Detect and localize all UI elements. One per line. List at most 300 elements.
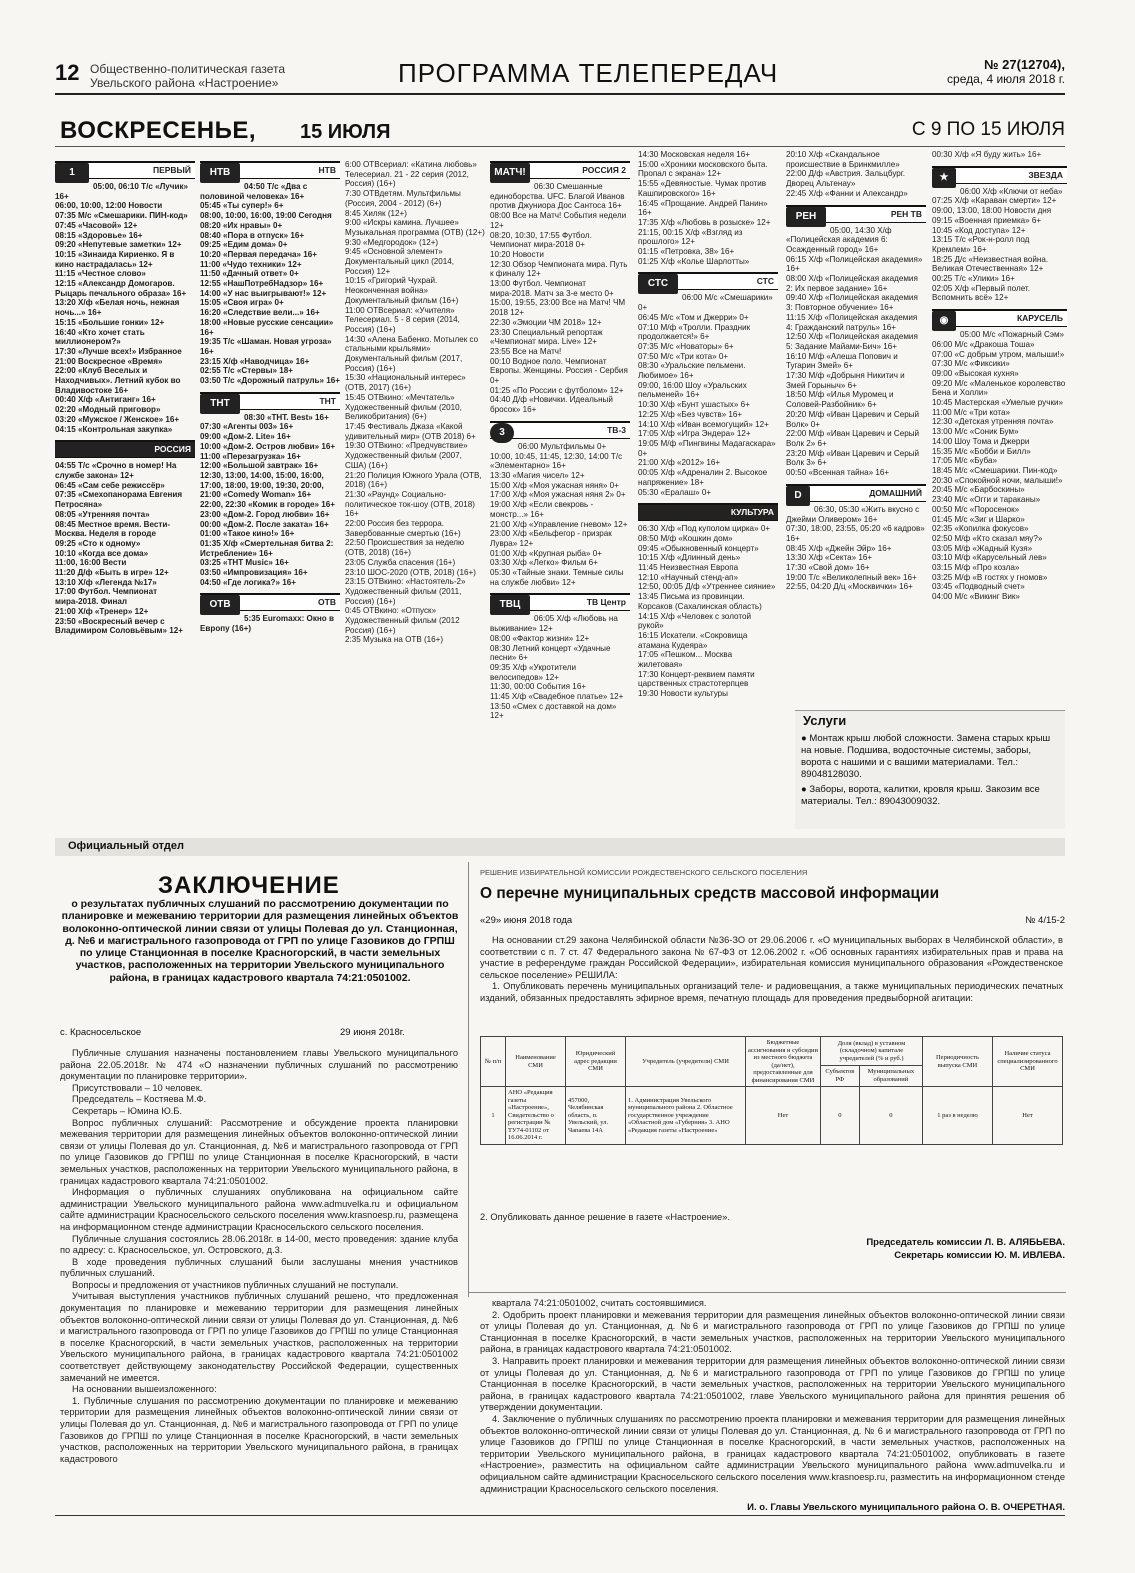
program-item: 13:15 Т/с «Рок-н-ролл под Кремлем» 16+ — [932, 235, 1030, 254]
program-item: 23:30 Специальный репортаж «Чемпионат мира. Live» 12+ — [490, 327, 603, 347]
program-list-ren — [786, 226, 926, 478]
program-list-ntv — [200, 182, 340, 386]
program-item: 12:50 Х/ф «Полицейская академия 5: Задание Майами-Бич» 16+ — [786, 332, 918, 351]
program-item: 06:00 М/с «Дракоша Тоша» — [932, 339, 1035, 349]
program-item: 22:55, 04:20 Д/ц «Москвички» 16+ — [786, 582, 913, 592]
paragraph: На основании вышеизложенного: — [72, 1384, 217, 1395]
program-item: 11:30, 00:00 События 16+ — [490, 682, 587, 692]
program-item: 09:25 «Едим дома» 0+ — [200, 240, 288, 250]
program-item: 11:45 Х/ф «Свадебное платье» 12+ — [490, 692, 624, 702]
program-item: 10:15 «Зинаида Кириенко. Я в кино настрадалась» 12+ — [55, 249, 175, 269]
paragraph: Информация о публичных слушаниях опубликована на официальном сайте администрации Увельского муниципального района www.admuvelka.ru и официальном сайте администрации Красносельского сельского поселения www.krasnoesp.ru, размещена на информационном стенде администрации Красносельского сельского поселения. — [60, 1187, 458, 1232]
conclusion-place: с. Красносельское — [60, 1027, 142, 1038]
program-item: 07:35 «Смехопанорама Евгения Петросяна» — [55, 490, 183, 510]
program-item: 10:45 Мастерская «Умелые ручки» — [932, 398, 1064, 408]
program-item: 04:15 «Контрольная закупка» — [55, 424, 173, 434]
program-item: 12:00 «Большой завтрак» 16+ — [200, 461, 319, 471]
program-item: 03:45 «Подводный счет» — [932, 582, 1025, 592]
program-item: 18:50 М/ф «Илья Муромец и Соловей-Разбойник» 6+ — [786, 390, 894, 410]
program-item: 08:45 Х/ф «Джейн Эйр» 16+ — [786, 543, 892, 553]
table-header: Наличие статуса специализированного СМИ — [993, 1037, 1063, 1087]
program-item: 08:00 Все на Матч! События недели 12+ — [490, 211, 627, 230]
ad-text-2: Заборы, ворота, калитки, кровля крыш. Закозим все материалы. Тел.: 89043009032. — [801, 784, 1040, 807]
program-item: 5:35 Euromaxx: Окно в Европу (16+) — [200, 614, 334, 634]
program-item: 19:00 Т/с «Великолепный век» 16+ — [786, 572, 917, 582]
table-cell: 1 раз в неделю — [923, 1087, 993, 1145]
program-item: 21:20 Полиция Южного Урала (ОТВ, 2018) (16+) — [345, 470, 482, 490]
channel-label: ДОМАШНИЙ — [869, 487, 922, 498]
program-item: 18:45 М/с «Смешарики. Пин-код» — [932, 465, 1058, 475]
continuation-paragraphs — [480, 1298, 1065, 1495]
program-item: 12:50, 00:05 Д/ф «Утреннее сияние» — [638, 582, 776, 592]
program-item: 07:50 М/с «Три кота» 0+ — [638, 351, 729, 361]
program-item: 22:00 «Клуб Веселых и Находчивых». Летний кубок во Владивостоке 16+ — [55, 366, 181, 395]
program-item: 09:35 Х/ф «Укротители велосипедов» 12+ — [490, 662, 577, 682]
program-item: 12:30 «Детская утренняя почта» — [932, 417, 1054, 427]
program-item: 13:00 М/с «Соник Бум» — [932, 427, 1019, 437]
program-list-otv — [345, 160, 485, 645]
decision-secretary: Секретарь комиссии Ю. М. ИВЛЕВА. — [894, 1250, 1065, 1261]
program-item: 13:30 «Магия чисел» 12+ — [490, 470, 585, 480]
program-item: 03:20 «Мужское / Женское» 16+ — [55, 414, 180, 424]
program-item: 15:45 ОТВкино: «Мечтатель» Художественный фильм (2010, Великобритания) (6+) — [345, 392, 462, 422]
program-item: 07:35 М/с «Новаторы» 6+ — [638, 341, 734, 351]
program-item: 22:00 Д/ф «Австрия. Зальцбург. Дворец Альтенау» — [786, 169, 905, 189]
channel-label: РОССИЯ 2 — [582, 165, 626, 175]
program-item: 05:00 М/с «Пожарный Сэм» — [960, 330, 1065, 340]
program-item: 09:25 «Сто к одному» — [55, 538, 141, 548]
program-item: 00:00 «Дом-2. После заката» 16+ — [200, 519, 329, 529]
program-item: 02:50 М/ф «Кто сказал мяу?» — [932, 533, 1043, 543]
table-header: Периодичность выпуска СМИ — [923, 1037, 993, 1087]
column-divider — [468, 862, 469, 1297]
channel-label: ТНТ — [319, 395, 336, 406]
program-item: 00:30 Х/ф «Я буду жить» 16+ — [932, 150, 1042, 159]
program-item: 19:30 Новости культуры — [638, 689, 728, 699]
ads-title: Услуги — [803, 713, 847, 728]
ad-text-1: Монтаж крыш любой сложности. Замена старых крыш на новые. Подшива, водосточные системы, заборы, ворота с нашими и с вашими материалами. Тел.: 89048128030. — [801, 733, 1051, 780]
program-item: 11:45 Неизвестная Европа — [638, 563, 739, 573]
program-item: 21:00 Х/ф «2012» 16+ — [638, 458, 721, 468]
program-item: 10:00 «Дом-2. Остров любви» 16+ — [200, 441, 336, 451]
ad-item: ● Монтаж крыш любой сложности. Замена старых крыш на новые. Подшива, водосточные системы, заборы, ворота с нашими и с вашими материалами. Тел.: 89048128030. — [801, 733, 1051, 780]
program-item: 02:55 Т/с «Стервы» 18+ — [200, 366, 294, 376]
sts-logo-icon: СТС — [638, 274, 678, 294]
program-item: 17:00 Футбол. Чемпионат мира-2018. Финал — [55, 587, 158, 607]
program-item: 00:40 Х/ф «Антиганг» 16+ — [55, 395, 156, 405]
program-item: 13:10 Х/ф «Легенда №17» — [55, 577, 157, 587]
paragraph: Вопросы и предложения от участников публичных слушаний не поступали. — [72, 1279, 399, 1290]
channel-header-ren — [786, 205, 926, 223]
program-item: 21:00 Х/ф «Тренер» 12+ — [55, 606, 149, 616]
program-item: 6:00 ОТВсериал: «Катина любовь» Телесериал. 21 - 22 серия (2012, Россия) (16+) — [345, 160, 477, 189]
program-item: 20:10 Х/ф «Скандальное происшествие в Бринкмилле» — [786, 150, 900, 169]
program-item: 19:30 ОТВкино: «Предчувствие» Художественный фильм (2007, США) (16+) — [345, 441, 468, 470]
program-list-rossiya — [55, 461, 195, 636]
program-item: 22:45 Х/ф «Фанни и Александр» — [786, 188, 908, 198]
program-item: 09:00, 16:00 Шоу «Уральских пельменей» 16+ — [638, 380, 747, 400]
tv3-logo-icon: 3 — [490, 423, 514, 443]
issue-number: № 27(12704), — [984, 57, 1065, 72]
program-item: 09:45 «Обыкновенный концерт» — [638, 543, 759, 553]
tv-column-3 — [345, 160, 485, 820]
paragraph: Присутствовали – 10 человек. — [72, 1082, 203, 1093]
program-item: 01:25 Х/ф «Колье Шарлотты» — [638, 256, 750, 266]
program-item: 18:25 Д/с «Неизвестная война. Великая Отечественная» 12+ — [932, 254, 1049, 274]
issue-date: среда, 4 июля 2018 г. — [947, 72, 1065, 86]
domashniy-logo-icon: D — [786, 486, 810, 506]
decision-point-1: 1. Опубликовать перечень муниципальных организаций теле- и радиовещания, а также муниципальных периодических печатных изданий, обязанных предоставлять эфирное время, печатную площадь для проведения предвыборной агитации: — [480, 981, 1063, 1003]
program-item: 16:20 «Следствие вели...» 16+ — [200, 308, 320, 318]
paragraph: Учитывая выступления участников публичных слушаний решено, что предложенная документация по планировке и межеванию территории для размещения линейных объектов волоконно-оптической линии связи от улицы Полевая до ул. Станционная, д. №6 и магистрального газопровода от ГРП по улице Газовиков до ГРПШ по улице Станционная в поселке Красногорский, в части земельных участков, расположенных на территории Увельского муниципального района, в границах кадастрового квартала 74:21:0501002 соответствует действующему законодательству Российской Федерации, существенных замечаний не имеется. — [60, 1291, 458, 1383]
table-header: Наименование СМИ — [506, 1037, 566, 1087]
program-item: 09:40 Х/ф «Полицейская академия 3: Повторное обучение» 16+ — [786, 293, 918, 313]
program-item: 11:00 «Перезагрузка» 16+ — [200, 451, 301, 461]
paragraph: Секретарь – Юмина Ю.Б. — [72, 1105, 183, 1116]
program-item: 7:30 ОТВдетям. Мультфильмы (Россия, 2004 - 2012) (6+) — [345, 189, 461, 208]
program-list-otv-first — [200, 614, 340, 633]
ntv-logo-icon: НТВ — [200, 163, 240, 183]
conclusion-body — [60, 1048, 458, 1520]
section-title: ПРОГРАММА ТЕЛЕПЕРЕДАЧ — [398, 58, 779, 88]
program-item: 9:30 «Медгородок» (12+) — [345, 237, 439, 247]
channel-one-logo-icon: 1 — [55, 163, 89, 183]
program-item: 07:10 М/ф «Тролли. Праздник продолжается!» 6+ — [638, 322, 751, 342]
table-header: Доля (вклад) в уставном (складочном) капитале учредителей (% и руб.) — [821, 1037, 923, 1066]
program-item: 10:15 Х/ф «Длинный день» — [638, 553, 741, 563]
program-list-continued — [638, 150, 778, 266]
program-item: 14:15 Х/ф «Человек с золотой рукой» — [638, 611, 752, 631]
program-item: 06:45 М/с «Том и Джерри» 0+ — [638, 312, 749, 322]
table-cell: 0 — [859, 1087, 922, 1145]
channel-label: РОССИЯ — [154, 444, 191, 455]
program-item: 11:00 «Чудо техники» 12+ — [200, 259, 302, 269]
table-cell: 1 — [481, 1087, 506, 1145]
tv-column-5 — [638, 150, 778, 820]
program-list-zvezda — [932, 187, 1067, 303]
paper-name — [90, 62, 285, 90]
conclusion-paragraphs — [60, 1048, 458, 1465]
program-item: 08:05 «Утренняя почта» — [55, 509, 150, 519]
program-item: 07:30 «Агенты 003» 16+ — [200, 422, 294, 432]
program-item: 13:50 «Смех с доставкой на дом» 12+ — [490, 701, 617, 721]
program-item: 16:45 «Прощание. Андрей Панин» 16+ — [638, 198, 768, 218]
program-item: 09:00 «Дом-2. Lite» 16+ — [200, 432, 291, 442]
program-item: 08:40 «Пора в отпуск» 16+ — [200, 230, 305, 240]
program-item: 22:30 «Эмоции ЧМ 2018» 12+ — [490, 317, 602, 327]
channel-label: ТВ Центр — [586, 597, 626, 608]
channel-header-rossiya — [55, 440, 195, 458]
program-item: 15:15 «Большие гонки» 12+ — [55, 317, 165, 327]
program-item: 08:20 «Их нравы» 0+ — [200, 220, 283, 230]
program-item: 15:35 М/с «Бобби и Билл» — [932, 446, 1031, 456]
channel-header-kultura — [638, 503, 778, 521]
program-item: 05:30 «Ералаш» 0+ — [638, 487, 712, 497]
decision-intro — [480, 935, 1063, 1005]
program-item: 05:45 «Ты супер!» 6+ — [200, 201, 284, 211]
program-item: 17:05 «Пешком... Москва жилетовая» — [638, 650, 733, 670]
program-item: 01:15 «Петровка, 38» 16+ — [638, 247, 735, 257]
channel-header-perviy — [55, 161, 195, 179]
program-list-domashniy — [786, 505, 926, 592]
program-item: 09:15 «Военная приемка» 6+ — [932, 215, 1042, 225]
program-item: 02:35 «Копилка фокусов» — [932, 524, 1029, 534]
program-item: 9:00 «Искры камина. Лучшее» Музыкальная программа (ОТВ) (12+) — [345, 218, 485, 237]
tnt-logo-icon: ТНТ — [200, 394, 240, 414]
program-item: 23:00 Х/ф «Бельфегор - призрак Лувра» 12+ — [490, 529, 612, 548]
program-list-continued-2 — [786, 150, 926, 199]
conclusion-continuation — [480, 1298, 1065, 1498]
table-row — [481, 1087, 1063, 1145]
channel-label: ПЕРВЫЙ — [152, 165, 191, 175]
ad-item: ● Заборы, ворота, калитки, кровля крыш. Закозим все материалы. Тел.: 89043009032. — [801, 784, 1040, 807]
decision-chairman: Председатель комиссии Л. В. АЛЯБЬЕВА. — [866, 1237, 1065, 1248]
program-item: 14:30 «Алена Бабенко. Мотылек со стальными крыльями» Документальный фильм (2017, Россия) (16+) — [345, 334, 479, 373]
channel-header-ntv — [200, 161, 340, 179]
program-list-continued-3 — [932, 150, 1067, 160]
channel-header-tv3 — [490, 421, 630, 439]
program-item: 05:00, 06:10 Т/с «Лучик» 16+ — [55, 182, 188, 201]
program-item: 23:20 М/ф «Иван Царевич и Серый Волк 3» 6+ — [786, 448, 920, 468]
program-item: 08:50 М/ф «Кошкин дом» — [638, 533, 733, 543]
program-item: 00:05 Х/ф «Адреналин 2. Высокое напряжение» 18+ — [638, 468, 768, 487]
decision-number: № 4/15-2 — [1025, 915, 1065, 926]
channel-header-sts — [638, 272, 778, 290]
program-item: 20:45 М/с «Барбоскины» — [932, 485, 1025, 495]
channel-header-tnt — [200, 392, 340, 410]
program-item: 07:45 «Часовой» 12+ — [55, 220, 138, 230]
program-item: 08:00 Х/ф «Полицейская академия 2: Их первое задание» 16+ — [786, 274, 918, 293]
program-list-perviy — [55, 182, 195, 434]
program-item: 02:05 Х/ф «Первый полет. Вспомнить всё» 12+ — [932, 283, 1030, 303]
program-item: 09:00, 13:00, 18:00 Новости дня — [932, 206, 1052, 216]
karusel-logo-icon: ◉ — [932, 311, 956, 331]
program-item: 17:05 М/с «Буба» — [932, 456, 998, 466]
program-item: 05:00, 14:30 Х/ф «Полицейская академия 6: Осажденный город» 16+ — [786, 225, 892, 254]
tv-column-6 — [786, 150, 926, 710]
channel-header-match — [490, 161, 630, 179]
program-item: 13:00 Футбол. Чемпионат мира-2018. Матч за 3-е место 0+ — [490, 279, 614, 298]
program-item: 04:50 «Где логика?» 16+ — [200, 577, 296, 587]
channel-label: КУЛЬТУРА — [730, 507, 774, 518]
program-item: 11:15 Х/ф «Полицейская академия 4: Гражданский патруль» 16+ — [786, 312, 918, 332]
channel-header-tvc — [490, 593, 630, 611]
program-item: 01:35 Х/ф «Смертельная битва 2: Истребление» 16+ — [200, 538, 334, 558]
program-item: 03:25 «ТНТ Music» 16+ — [200, 558, 289, 568]
decision-bottom-rule — [468, 1292, 1066, 1293]
program-item: 03:30 Х/ф «Легко» Фильм 6+ — [490, 558, 598, 568]
program-item: 11:00, 16:00 Вести — [55, 558, 127, 568]
program-item: 23:10 ШОС-2020 (ОТВ, 2018) (16+) — [345, 567, 476, 577]
program-item: 11:00 М/с «Три кота» — [932, 407, 1011, 417]
ads-list — [795, 733, 1065, 808]
program-item: 08:30 «Уральские пельмени. Любимое» 16+ — [638, 361, 746, 381]
program-item: 23:05 Служба спасения (16+) — [345, 557, 456, 567]
table-subheader: Субъектов РФ — [821, 1065, 860, 1086]
table-cell: 1. Администрация Увельского муниципального района 2. Областное государственное учреждение «Областной дом «Губерния» 3. АНО «Редакция газеты «Настроение» — [626, 1087, 746, 1145]
star-logo-icon: ★ — [932, 168, 956, 188]
table-cell: АНО «Редакция газеты «Настроение», Свидетельство о регистрации № ТУ74-01102 от 16.06.2014 г. — [506, 1087, 566, 1145]
program-item: 0:45 ОТВкино: «Отпуск» Художественный фильм (2012 Россия) (16+) — [345, 606, 460, 635]
ads-block — [795, 710, 1065, 829]
program-item: 15:00 Х/ф «Моя ужасная няня» 0+ — [490, 480, 619, 490]
decision-title: О перечне муниципальных средств массовой информации — [480, 885, 940, 902]
program-item: 03:10 М/ф «Карусельный лев» — [932, 553, 1047, 563]
program-item: 08:30 Летний концерт «Удачные песни» 6+ — [490, 643, 611, 663]
table-header: Юридический адрес редакции СМИ — [566, 1037, 626, 1087]
channel-label: ОТВ — [318, 597, 336, 608]
channel-header-zvezda — [932, 166, 1067, 184]
tvc-logo-icon: ТВЦ — [490, 595, 530, 615]
program-list-match — [490, 182, 630, 415]
program-item: 08:00 «Фактор жизни» 12+ — [490, 633, 590, 643]
program-item: 07:00 «С добрым утром, малыши!» — [932, 349, 1065, 359]
channel-header-karusel — [932, 309, 1067, 327]
match-logo-icon: МАТЧ! — [490, 163, 530, 183]
media-table — [480, 1036, 1063, 1145]
program-item: 04:00 М/с «Викинг Вик» — [932, 592, 1020, 602]
program-item: 06:05 Х/ф «Любовь на выживание» 12+ — [490, 614, 618, 634]
program-item: 10:15 «Григорий Чухрай. Неоконченная война» Документальный фильм (16+) — [345, 276, 459, 305]
official-band — [55, 838, 1065, 856]
program-item: 06:00 Мультфильмы 0+ — [518, 441, 607, 451]
program-item: 17:30 «Свой дом» 16+ — [786, 563, 870, 573]
program-item: 12:25 Х/ф «Без чувств» 16+ — [638, 409, 743, 419]
program-item: 12:15 «Александр Домогаров. Рыцарь печального образа» 16+ — [55, 279, 187, 298]
program-item: 03:15 М/ф «Про козла» — [932, 563, 1020, 573]
channel-header-otv — [200, 593, 340, 611]
paragraph: 4. Заключение о публичных слушаниях по рассмотрению проекта планировки и межевания территории для размещения линейных объектов волоконно-оптической линии связи от улицы Полевая до ул. Станционная, д. № 6 и магистрального газопровода от ГРП по улице Газовиков до ГРПШ по улице Станционная в поселке Красногорский, в части земельных участков, расположенных на территории Увельского муниципального района, в границах кадастрового квартала 74:21:0501002, опубликовать в газете «Настроение», разместить на официальном сайте администрации Увельского муниципального района www.admuvelka.ru и официальном сайте администрации Красносельского сельского поселения www.krasnoesp.ru, разместить на информационном стенде администрации Красносельского сельского поселения. — [480, 1413, 1065, 1494]
program-item: 03:50 Т/с «Дорожный патруль» 16+ — [200, 376, 340, 386]
program-item: 23:50 «Воскресный вечер с Владимиром Соловьёвым» 12+ — [55, 616, 183, 636]
program-item: 12:10 «Научный стенд-ап» — [638, 572, 739, 582]
program-item: 17:00 Х/ф «Моя ужасная няня 2» 0+ — [490, 490, 626, 500]
program-item: 07:30 М/с «Фиксики» — [932, 359, 1010, 369]
program-item: 23:40 М/с «Огги и тараканы» — [932, 495, 1041, 505]
program-item: 05:30 «Тайные знаки. Темные силы на службе любви» 12+ — [490, 568, 624, 587]
paragraph: 3. Направить проект планировки и межевания территории для размещения линейных объектов волоконно-оптической линии связи от улицы Полевая до ул. Станционная, д. №6 и магистрального газопровода от ГРП по улице Газовиков до ГРПШ по улице Станционная в поселке Красногорский, в части земельных участков, расположенных на территории Увельского муниципального района, в границах кадастрового квартала 74:21:0501002, главе Увельского муниципального района для принятия решения об утверждении документации. — [480, 1355, 1065, 1413]
program-item: 07:25 Х/ф «Караван смерти» 12+ — [932, 196, 1057, 206]
program-item: 08:20, 10:30, 17:55 Футбол. Чемпионат мира-2018 0+ — [490, 230, 592, 250]
program-item: 22:00 Россия без террора. Завербованные смертью (16+) — [345, 519, 461, 538]
program-item: 08:30 «ТНТ. Best» 16+ — [244, 412, 329, 422]
paragraph: Публичные слушания назначены постановлением главы Увельского муниципального района 22.05.2018г. № 474 «О назначении публичных слушаний по рассмотрению документации по планировке территории». — [60, 1048, 458, 1082]
program-item: 19:00 Х/ф «Если свекровь - монстр...» 16+ — [490, 500, 594, 519]
program-item: 10:20 «Первая передача» 16+ — [200, 249, 318, 259]
paragraph: Председатель – Костяева М.Ф. — [72, 1094, 207, 1105]
program-item: 23:15 Х/ф «Наводчица» 16+ — [200, 356, 310, 366]
program-item: 04:40 Д/ф «Новички. Идеальный бросок» 16+ — [490, 395, 613, 415]
program-list-karusel — [932, 330, 1067, 602]
program-item: 06:30, 05:30 «Жить вкусно с Джейми Оливером» 16+ — [786, 504, 920, 524]
program-item: 01:00 «Такое кино!» 16+ — [200, 529, 295, 539]
program-item: 23:15 ОТВкино: «Настоятель-2» Художественный фильм (2011, Россия) (16+) — [345, 577, 466, 606]
program-item: 15:05 «Своя игра» 0+ — [200, 298, 284, 308]
program-item: 07:30, 18:00, 23:55, 05:20 «6 кадров» 16+ — [786, 524, 925, 543]
program-item: 00:50 «Всенная тайна» 16+ — [786, 468, 890, 478]
channel-label: РЕН ТВ — [890, 208, 922, 219]
day-rule — [55, 146, 1065, 147]
schedule-period: С 9 ПО 15 ИЮЛЯ — [911, 119, 1065, 140]
decision-point-2: 2. Опубликовать данное решение в газете «Настроение». — [480, 1212, 730, 1222]
program-item: 04:50 Т/с «Два с половиной человека» 16+ — [200, 182, 308, 201]
program-item: 23:55 Все на Матч! — [490, 346, 562, 356]
tv-column-7 — [932, 150, 1067, 710]
program-item: 19:05 М/ф «Пингвины Мадагаскара» 0+ — [638, 438, 776, 458]
program-item: 06:00 Х/ф «Ключи от неба» — [960, 186, 1063, 196]
program-item: 23:00 «Дом-2. Город любви» 16+ — [200, 509, 330, 519]
bottom-rule — [55, 1515, 1065, 1516]
tv-column-2 — [200, 155, 340, 815]
program-item: 16:15 Искатели. «Сокровища атамана Кудеяра» — [638, 630, 748, 650]
program-item: 17:30 М/ф «Добрыня Никитич и Змей Горыныч» 6+ — [786, 371, 905, 390]
program-item: 00:50 М/с «Поросенок» — [932, 504, 1020, 514]
program-item: 12:55 «НашПотребНадзор» 16+ — [200, 279, 324, 289]
program-item: 15:55 «Девяностые. Чумак против Кашпировского» 16+ — [638, 179, 767, 198]
program-item: 19:35 Т/с «Шаман. Новая угроза» 16+ — [200, 337, 332, 356]
program-item: 06:00 М/с «Смешарики» 0+ — [638, 293, 773, 313]
table-cell: Нет — [993, 1087, 1063, 1145]
program-item: 09:00 «Высокая кухня» — [932, 368, 1019, 378]
program-item: 09:20 М/с «Маленькое королевство Бена и Холли» — [932, 378, 1066, 398]
program-item: 17:30 Концерт-реквием памяти царственных страстотерпцев — [638, 669, 755, 689]
channel-label: КАРУСЕЛЬ — [1016, 313, 1063, 324]
program-item: 12:30, 13:00, 14:00, 15:00, 16:00, 17:00, 18:00, 19:00, 19:30, 20:00, 21:00 «Comedy Woman» 16+ — [200, 470, 324, 500]
program-item: 10:00, 10:45, 11:45, 12:30, 14:00 Т/с «Элементарно» 16+ — [490, 451, 623, 471]
paragraph: 1. Публичные слушания по рассмотрению документации по планировке и межеванию территории для размещения линейных объектов волоконно-оптической линии связи от улицы Полевая до ул. Станционная, д. №6 и магистрального газопровода от ГРП по улице Газовиков до ГРПШ по улице Станционная в поселке Красногорский, в части земельных участков, расположенных на территории Увельского муниципального района, в границах кадастрового — [60, 1395, 458, 1464]
table-header: № п/п — [481, 1037, 506, 1087]
program-item: 11:20 Д/ф «Быть в игре» 12+ — [55, 568, 169, 578]
program-item: 14:30 Московская неделя 16+ — [638, 150, 750, 159]
table-header-row — [481, 1037, 1063, 1066]
program-item: 11:00 ОТВсериал: «Учителя» Телесериал. 5 - 8 серия (2014, Россия) (16+) — [345, 305, 460, 334]
paragraph: В ходе проведения публичных слушаний были заслушаны мнения участников публичных слушаний. — [60, 1256, 458, 1279]
program-item: 9:45 «Основной элемент» Документальный цикл (2014, Россия) 12+ — [345, 247, 455, 276]
program-item: 08:45 Местное время. Вести-Москва. Неделя в городе — [55, 519, 171, 539]
program-item: 13:30 Х/ф «Секта» 16+ — [786, 553, 873, 563]
conclusion-date: 29 июня 2018г. — [340, 1027, 405, 1038]
table-cell: 0 — [821, 1087, 860, 1145]
table-header: Учредитель (учредители) СМИ — [626, 1037, 746, 1087]
schedule-date: 15 ИЮЛЯ — [300, 121, 391, 143]
program-item: 06:30 Х/ф «Под куполом цирка» 0+ — [638, 524, 771, 534]
program-item: 20:20 М/ф «Иван Царевич и Серый Волк» 0+ — [786, 409, 920, 429]
program-item: 15:30 «Национальный интерес» (ОТВ, 2017) (16+) — [345, 373, 466, 393]
program-list-sts — [638, 293, 778, 497]
program-item: 8:45 Хиляк (12+) — [345, 208, 407, 218]
program-item: 15:00 «Хроники московского быта. Пропал с экрана» 12+ — [638, 159, 768, 179]
table-cell: Нет — [746, 1087, 821, 1145]
program-item: 10:20 Новости — [490, 249, 544, 259]
table-cell: 457000, Челябинская область, п. Увельский, ул. Чапаева 14А — [566, 1087, 626, 1145]
otv-logo-icon: ОТВ — [200, 595, 240, 615]
program-item: 08:00, 10:00, 16:00, 19:00 Сегодня — [200, 211, 332, 221]
program-item: 11:15 «Честное слово» — [55, 269, 146, 279]
program-list-tnt — [200, 413, 340, 588]
program-item: 01:45 М/с «Зиг и Шарко» — [932, 514, 1025, 524]
paragraph: Вопрос публичных слушаний: Рассмотрение и обсуждение проекта планировки межевания территории для размещения линейных объектов волоконно-оптической линии связи от улицы Полевая до ул. Станционная, д. №6 и магистрального газопровода от ГРП по улице Газовиков до ГРПШ по улице Станционная в поселке Красногорский, в части земельных участков, расположенных на территории Увельского муниципального района, в границах кадастрового квартала 74:21:0501002. — [60, 1117, 458, 1186]
program-item: 21:30 «Раунд» Социально-политическое ток-шоу (ОТВ, 2018) 16+ — [345, 489, 475, 519]
tv-column-1 — [55, 155, 195, 835]
channel-label: ТВ-3 — [607, 424, 626, 435]
program-item: 06:15 Х/ф «Полицейская академия» 16+ — [786, 254, 923, 274]
program-item: 17:45 Фестиваль Джаза «Какой удивительный мир» (ОТВ 2018) 6+ — [345, 421, 476, 441]
program-item: 14:00 Шоу Тома и Джерри — [932, 436, 1030, 446]
program-item: 20:30 «Спокойной ночи, малыши!» — [932, 475, 1063, 485]
program-item: 03:50 «Импровизация» 16+ — [200, 568, 308, 578]
channel-label: НТВ — [318, 165, 336, 175]
program-item: 00:25 Т/с «Улики» 16+ — [932, 274, 1015, 284]
